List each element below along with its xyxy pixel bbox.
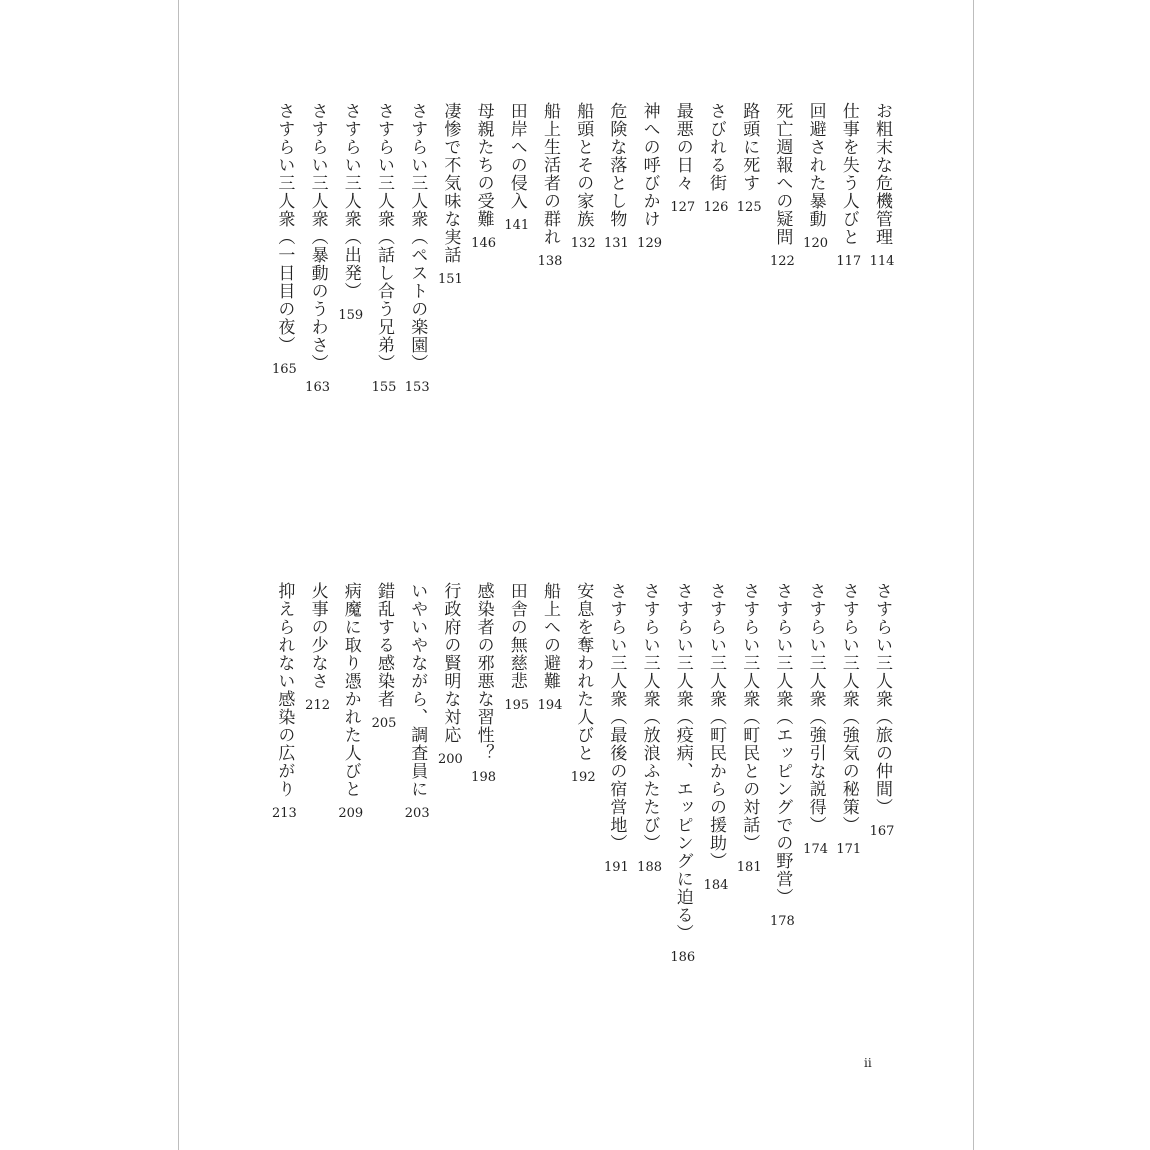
toc-entry	[873, 102, 890, 246]
toc-entry	[508, 582, 525, 690]
toc-entry	[475, 582, 492, 762]
toc-entry	[440, 102, 461, 264]
toc-entry-title: 火事の少なさ	[307, 582, 328, 690]
toc-entry-page-number: 203	[404, 806, 430, 821]
toc-entry	[807, 582, 824, 834]
toc-entry-page-number: 178	[769, 914, 795, 929]
toc-entry-title: 田舎の無慈悲	[506, 582, 527, 690]
toc-entry-page-number: 213	[271, 806, 297, 821]
toc-entry	[475, 102, 492, 228]
toc-entry	[274, 102, 295, 354]
toc-entry-page-number: 153	[404, 380, 430, 395]
toc-entry	[440, 582, 461, 744]
toc-entry	[641, 582, 658, 852]
toc-entry-title: 病魔に取り憑かれた人びと	[340, 582, 361, 798]
toc-entry-title: さすらい三人衆（強気の秘策）	[838, 582, 859, 834]
toc-entry-title: 仕事を失う人びと	[838, 102, 859, 246]
toc-entry-page-number: 141	[504, 218, 530, 233]
toc-entry-title: 神への呼びかけ	[639, 102, 660, 228]
toc-entry	[407, 102, 428, 372]
toc-entry-page-number: 163	[305, 380, 331, 395]
toc-entry	[573, 102, 594, 228]
toc-entry-page-number: 200	[437, 752, 463, 767]
toc-entry-page-number: 120	[803, 236, 829, 251]
toc-entry	[541, 582, 558, 690]
toc-entry-page-number: 195	[504, 698, 530, 713]
toc-entry	[309, 582, 326, 690]
toc-entry-page-number: 151	[437, 272, 463, 287]
toc-entry-title: 安息を奪われた人びと	[573, 582, 594, 762]
toc-entry-page-number: 212	[305, 698, 331, 713]
toc-entry-title: 最悪の日々	[672, 102, 693, 192]
toc-entry-page-number: 181	[736, 860, 762, 875]
toc-entry-page-number: 191	[603, 860, 629, 875]
toc-entry-title: 回避された暴動	[805, 102, 826, 228]
toc-entry	[606, 582, 627, 852]
toc-entry-title: 凄惨で不気味な実話	[440, 102, 461, 264]
toc-entry-page-number: 131	[603, 236, 629, 251]
toc-entry	[641, 102, 658, 228]
toc-entry-page-number: 171	[836, 842, 862, 857]
toc-entry-page-number: 138	[537, 254, 563, 269]
toc-entry-page-number: 194	[537, 698, 563, 713]
toc-entry-page-number: 146	[471, 236, 497, 251]
toc-entry	[606, 102, 627, 228]
toc-entry-title: 船上への避難	[540, 582, 560, 690]
toc-entry	[707, 582, 724, 870]
toc-entry-page-number: 188	[637, 860, 663, 875]
toc-entry	[873, 582, 890, 816]
toc-entry-title: 路頭に死す	[739, 102, 760, 192]
toc-entry-page-number: 198	[471, 770, 497, 785]
toc-entry-title: さびれる街	[706, 102, 726, 192]
toc-entry-page-number: 117	[836, 254, 862, 269]
toc-entry-title: さすらい三人衆（一日目の夜）	[274, 102, 295, 354]
toc-entry-title: 行政府の賢明な対応	[440, 582, 461, 744]
toc-entry-page-number: 155	[371, 380, 397, 395]
toc-entry-title: さすらい三人衆（エッピングでの野営）	[772, 582, 793, 906]
toc-entry-title: さすらい三人衆（旅の仲間）	[872, 582, 892, 816]
toc-entry-page-number: 132	[570, 236, 596, 251]
toc-entry-title: 船上生活者の群れ	[540, 102, 560, 246]
toc-entry	[342, 102, 359, 300]
toc-entry-title: さすらい三人衆（暴動のうわさ）	[307, 102, 328, 372]
toc-entry-page-number: 205	[371, 716, 397, 731]
toc-entry	[342, 582, 359, 798]
page-folio: ii	[864, 1056, 872, 1070]
toc-entry-page-number: 129	[637, 236, 663, 251]
toc-entry-page-number: 184	[703, 878, 729, 893]
toc-entry	[375, 582, 392, 708]
toc-entry-page-number: 126	[703, 200, 729, 215]
toc-entry	[840, 582, 857, 834]
toc-entry-title: 感染者の邪悪な習性？	[473, 582, 494, 762]
toc-entry-title: さすらい三人衆（町民との対話）	[739, 582, 760, 852]
toc-entry-page-number: 174	[803, 842, 829, 857]
toc-entry-title: 死亡週報への疑問	[772, 102, 793, 246]
toc-entry	[807, 102, 824, 228]
toc-entry-title: 船頭とその家族	[573, 102, 594, 228]
toc-entry	[707, 102, 724, 192]
toc-entry-title: 田岸への侵入	[506, 102, 527, 210]
toc-entry-title: さすらい三人衆（強引な説得）	[805, 582, 826, 834]
toc-entry	[309, 102, 326, 372]
toc-entry	[541, 102, 558, 246]
toc-entry-title: 危険な落とし物	[606, 102, 627, 228]
toc-entry-page-number: 127	[670, 200, 696, 215]
toc-entry	[674, 102, 691, 192]
toc-entry-title: お粗末な危機管理	[872, 102, 892, 246]
toc-entry	[274, 582, 295, 798]
toc-entry-title: 母親たちの受難	[473, 102, 494, 228]
toc-entry-page-number: 192	[570, 770, 596, 785]
toc-entry-page-number: 125	[736, 200, 762, 215]
toc-entry	[772, 582, 793, 906]
toc-entry	[739, 102, 760, 192]
toc-entry-page-number: 209	[338, 806, 364, 821]
toc-entry	[407, 582, 428, 798]
toc-entry-title: さすらい三人衆（話し合う兄弟）	[374, 102, 394, 372]
toc-entry	[840, 102, 857, 246]
toc-entry	[508, 102, 525, 210]
toc-entry-title: 錯乱する感染者	[374, 582, 394, 708]
toc-entry-page-number: 165	[271, 362, 297, 377]
toc-entry-title: さすらい三人衆（最後の宿営地）	[606, 582, 627, 852]
toc-entry-title: さすらい三人衆（ペストの楽園）	[407, 102, 428, 372]
toc-entry-page-number: 114	[869, 254, 895, 269]
toc-entry	[573, 582, 594, 762]
toc-entry-title: さすらい三人衆（町民からの援助）	[706, 582, 726, 870]
toc-entry-page-number: 122	[769, 254, 795, 269]
toc-entry-title: さすらい三人衆（放浪ふたたび）	[639, 582, 660, 852]
toc-entry-title: さすらい三人衆（疫病、エッピングに迫る）	[672, 582, 693, 942]
toc-entry	[772, 102, 793, 246]
toc-entry-title: 抑えられない感染の広がり	[274, 582, 295, 798]
toc-entry-page-number: 186	[670, 950, 696, 965]
toc-entry	[375, 102, 392, 372]
toc-entry-page-number: 159	[338, 308, 364, 323]
toc-entry	[739, 582, 760, 852]
toc-entry-title: さすらい三人衆（出発）	[340, 102, 361, 300]
toc-entry-page-number: 167	[869, 824, 895, 839]
toc-entry-title: いやいやながら、調査員に	[407, 582, 428, 798]
toc-entry	[674, 582, 691, 942]
